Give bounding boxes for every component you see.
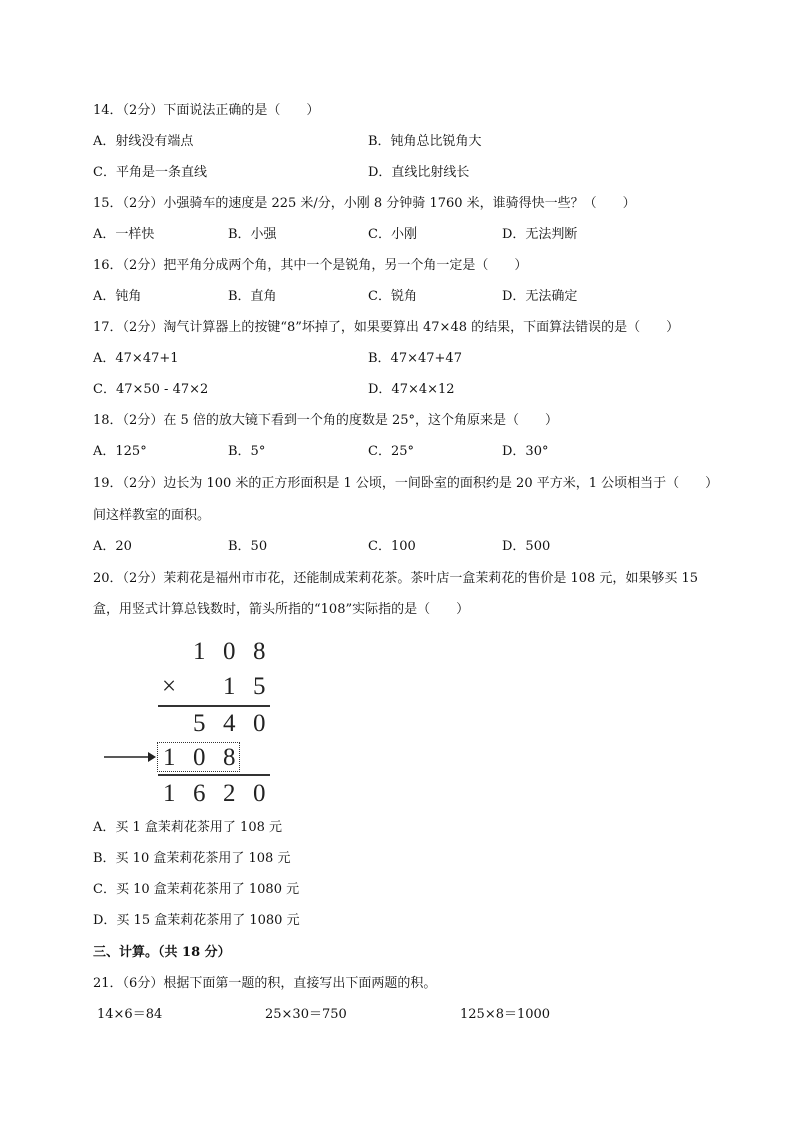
arrow-icon	[104, 751, 156, 763]
question-18-stem: 18．（2分）在 5 倍的放大镜下看到一个角的度数是 25°，这个角原来是（ ）	[93, 413, 559, 428]
question-16-option-a: A．钝角	[93, 289, 142, 304]
equation: 25×30＝750	[265, 1007, 347, 1022]
question-19-option-c: C．100	[368, 539, 416, 554]
question-14-stem: 14．（2分）下面说法正确的是（ ）	[93, 103, 320, 118]
calc-digit: 4	[223, 710, 236, 737]
calc-digit: 6	[193, 780, 206, 807]
question-16-stem: 16．（2分）把平角分成两个角，其中一个是锐角，另一个角一定是（ ）	[93, 258, 528, 273]
question-16-option-c: C．锐角	[368, 289, 417, 304]
calc-rule-line	[158, 705, 270, 707]
vertical-multiplication-figure	[100, 630, 290, 810]
question-19-stem-line2: 间这样教室的面积。	[93, 508, 211, 523]
question-19-stem-line1: 19．（2分）边长为 100 米的正方形面积是 1 公顷，一间卧室的面积约是 20 平方米，1 公顷相当于（ ）	[93, 476, 719, 491]
question-20-option-b: B．买 10 盒茉莉花茶用了 108 元	[93, 851, 291, 866]
calc-digit: 5	[193, 710, 206, 737]
question-15-option-a: A．一样快	[93, 227, 155, 242]
question-17-option-b: B．47×47+47	[368, 351, 462, 366]
question-17-option-d: D．47×4×12	[368, 382, 455, 397]
question-18-option-d: D．30°	[502, 444, 549, 459]
equation: 125×8＝1000	[460, 1007, 551, 1022]
calc-digit: 8	[223, 744, 236, 771]
calc-digit: 1	[163, 780, 176, 807]
question-19-option-d: D．500	[502, 539, 551, 554]
question-15-option-d: D．无法判断	[502, 227, 578, 242]
calc-digit: 0	[223, 638, 236, 665]
question-18-option-a: A．125°	[93, 444, 147, 459]
question-17-option-c: C．47×50 - 47×2	[93, 382, 209, 397]
question-15-stem: 15．（2分）小强骑车的速度是 225 米/分，小刚 8 分钟骑 1760 米，谁骑得快一些？（ ）	[93, 196, 636, 211]
equation: 14×6＝84	[97, 1007, 163, 1022]
question-14-option-d: D．直线比射线长	[368, 165, 470, 180]
section-title: 三、计算。（共 18 分）	[93, 945, 231, 960]
question-19-option-a: A．20	[93, 539, 132, 554]
question-20-stem-line2: 盒，用竖式计算总钱数时，箭头所指的“108”实际指的是（ ）	[93, 602, 470, 617]
question-15-option-c: C．小刚	[368, 227, 417, 242]
calc-digit: 0	[253, 780, 266, 807]
question-16-option-d: D．无法确定	[502, 289, 578, 304]
calc-digit: 1	[163, 744, 176, 771]
question-18-option-c: C．25°	[368, 444, 414, 459]
calc-digit: 0	[193, 744, 206, 771]
question-14-option-b: B．钝角总比锐角大	[368, 134, 482, 149]
multiply-sign: ×	[162, 673, 177, 700]
question-20-option-d: D．买 15 盒茉莉花茶用了 1080 元	[93, 913, 300, 928]
question-20-stem-line1: 20．（2分）茉莉花是福州市市花，还能制成茉莉花茶。茶叶店一盒茉莉花的售价是 108 元，如果够买 15	[93, 571, 699, 586]
calc-digit: 8	[253, 638, 266, 665]
question-17-stem: 17．（2分）淘气计算器上的按键“8”坏掉了，如果要算出 47×48 的结果，下面算法错误的是（ ）	[93, 320, 680, 335]
question-14-option-c: C．平角是一条直线	[93, 165, 207, 180]
question-19-option-b: B．50	[228, 539, 268, 554]
question-17-option-a: A．47×47+1	[93, 351, 179, 366]
question-20-option-c: C．买 10 盒茉莉花茶用了 1080 元	[93, 882, 300, 897]
question-18-option-b: B．5°	[228, 444, 266, 459]
question-16-option-b: B．直角	[228, 289, 277, 304]
question-14-option-a: A．射线没有端点	[93, 134, 194, 149]
calc-digit: 0	[253, 710, 266, 737]
calc-digit: 2	[223, 780, 236, 807]
calc-rule-line	[158, 774, 270, 776]
calc-digit: 1	[193, 638, 206, 665]
question-20-option-a: A．买 1 盒茉莉花茶用了 108 元	[93, 820, 283, 835]
question-21-stem: 21．（6分）根据下面第一题的积，直接写出下面两题的积。	[93, 976, 437, 991]
calc-digit: 5	[253, 673, 266, 700]
question-15-option-b: B．小强	[228, 227, 277, 242]
calc-digit: 1	[223, 673, 236, 700]
